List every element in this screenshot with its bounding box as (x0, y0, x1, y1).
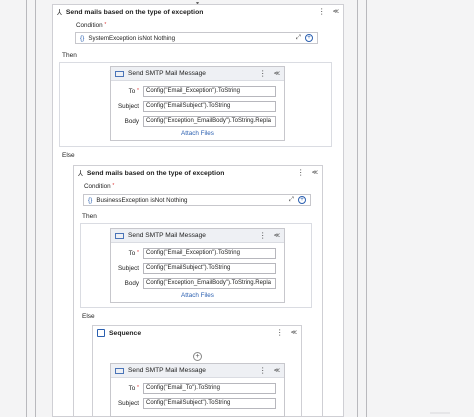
smtp-header[interactable] (111, 229, 284, 243)
more-options-icon[interactable]: ⋮ (258, 68, 267, 78)
body-input[interactable]: Config("Exception_EmailBody").ToString.Repla (143, 116, 276, 127)
add-icon[interactable]: + (305, 34, 313, 42)
collapse-icon[interactable]: ≪ (311, 170, 318, 176)
more-options-icon[interactable]: ⋮ (275, 328, 284, 337)
if-header[interactable] (53, 5, 343, 19)
condition-value: SystemException isNot Nothing (88, 34, 176, 42)
outer-border-left (26, 0, 27, 417)
condition-label: Condition * (84, 183, 115, 190)
if-title: Send mails based on the type of exception (65, 8, 204, 16)
body-label: Body (124, 280, 139, 287)
to-input[interactable]: Config("Email_Exception").ToString (143, 248, 276, 259)
to-label: To * (128, 88, 139, 95)
to-label: To * (128, 385, 139, 392)
else-label: Else (62, 152, 75, 159)
mail-icon (115, 368, 124, 374)
collapse-icon[interactable]: ≪ (273, 232, 280, 239)
collapse-icon[interactable]: ≪ (290, 330, 297, 336)
mail-icon (115, 233, 124, 239)
if-header[interactable] (74, 166, 322, 180)
if-title: Send mails based on the type of exception (86, 169, 225, 177)
collapse-icon[interactable]: ≪ (273, 367, 280, 374)
expand-editor-icon[interactable]: ⤢ (288, 196, 294, 203)
if-branch-icon: ⅄ (57, 7, 62, 17)
body-input[interactable]: Config("Exception_EmailBody").ToString.Repla (143, 278, 276, 289)
mail-icon (115, 71, 124, 77)
else-label: Else (82, 313, 95, 320)
subject-label: Subject (117, 265, 139, 272)
condition-input[interactable] (75, 32, 318, 44)
to-label: To * (128, 250, 139, 257)
condition-input[interactable] (83, 194, 311, 206)
attach-files-link[interactable]: Attach Files (181, 292, 214, 299)
then-label: Then (82, 213, 97, 220)
outer-border-left-inner (35, 0, 36, 417)
if-branch-icon: ⅄ (78, 168, 83, 178)
smtp-title: Send SMTP Mail Message (128, 70, 206, 77)
more-options-icon[interactable]: ⋮ (258, 230, 267, 240)
smtp-title: Send SMTP Mail Message (128, 232, 206, 239)
outer-border-right-outer (366, 0, 367, 417)
curly-braces-icon: {} (80, 34, 85, 42)
horizontal-scrollbar[interactable] (430, 412, 450, 414)
outer-border-right (357, 0, 358, 417)
smtp-header[interactable] (111, 67, 284, 81)
to-input[interactable]: Config("Email_To").ToString (143, 383, 276, 394)
curly-braces-icon: {} (88, 196, 93, 204)
smtp-title: Send SMTP Mail Message (128, 367, 206, 374)
attach-files-link[interactable]: Attach Files (181, 130, 214, 137)
sequence-title: Sequence (109, 329, 142, 337)
add-icon[interactable]: + (298, 196, 306, 204)
smtp-header[interactable] (111, 364, 284, 378)
subject-label: Subject (117, 103, 139, 110)
subject-input[interactable]: Config("EmailSubject").ToString (143, 398, 276, 409)
more-options-icon[interactable]: ⋮ (296, 168, 305, 177)
collapse-icon[interactable]: ≪ (332, 9, 339, 15)
more-options-icon[interactable]: ⋮ (317, 7, 326, 16)
condition-value: BusinessException isNot Nothing (96, 196, 188, 204)
body-label: Body (124, 118, 139, 125)
subject-input[interactable]: Config("EmailSubject").ToString (143, 101, 276, 112)
subject-input[interactable]: Config("EmailSubject").ToString (143, 263, 276, 274)
subject-label: Subject (117, 400, 139, 407)
collapse-icon[interactable]: ≪ (273, 70, 280, 77)
sequence-header[interactable] (93, 326, 301, 340)
add-activity-icon[interactable]: + (193, 352, 202, 361)
sequence-icon (97, 329, 105, 337)
smtp-activity-3[interactable] (110, 363, 285, 417)
more-options-icon[interactable]: ⋮ (258, 365, 267, 375)
smtp-activity-2[interactable] (110, 228, 285, 303)
expand-editor-icon[interactable]: ⤢ (295, 34, 301, 41)
smtp-activity-1[interactable] (110, 66, 285, 141)
condition-label: Condition * (76, 22, 107, 29)
to-input[interactable]: Config("Email_Exception").ToString (143, 86, 276, 97)
then-label: Then (62, 52, 77, 59)
